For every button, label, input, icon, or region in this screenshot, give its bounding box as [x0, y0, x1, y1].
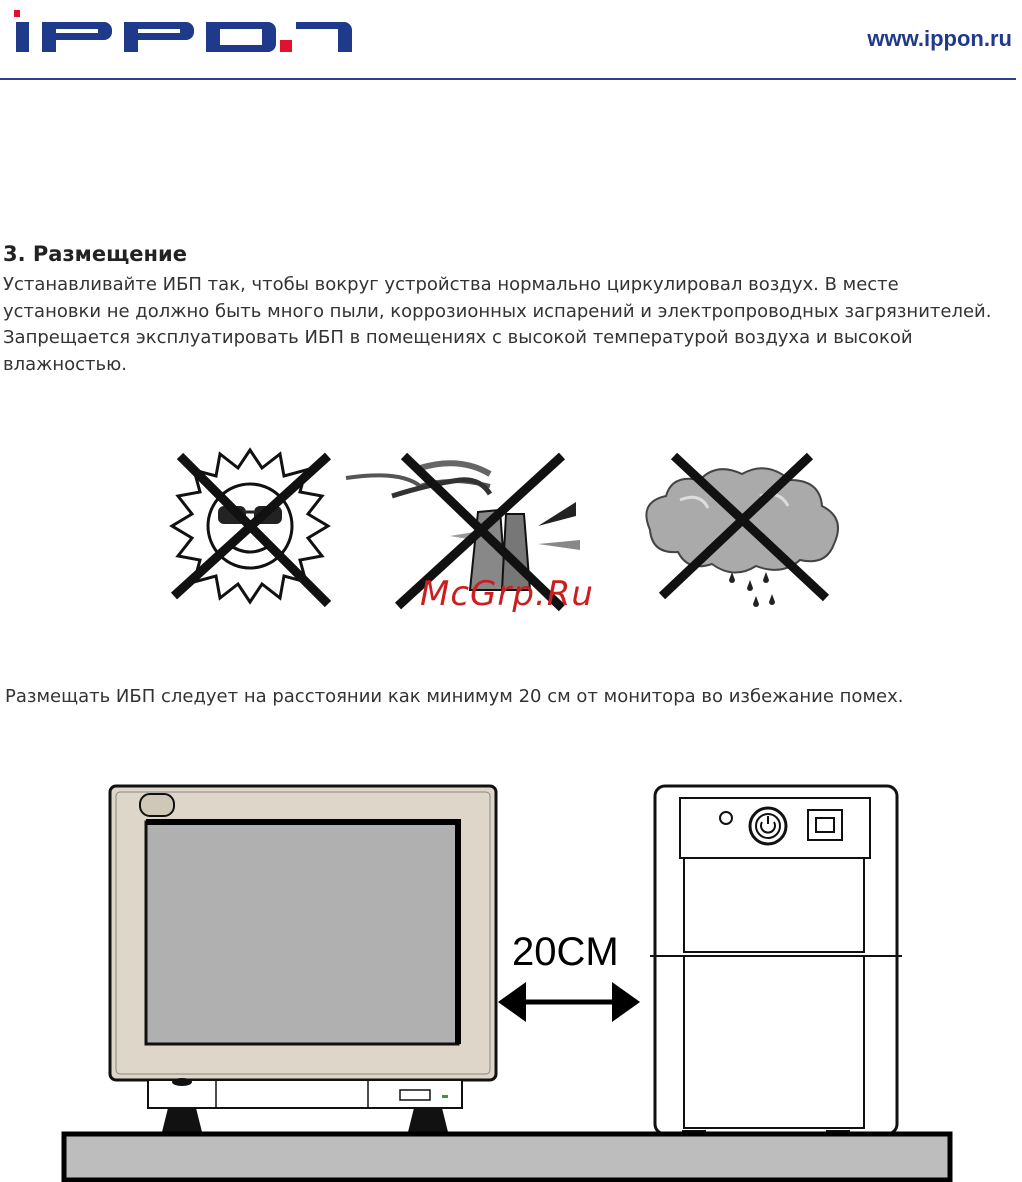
rain-cloud-prohibited-icon: [646, 456, 838, 607]
header-divider: [0, 78, 1016, 80]
placement-diagram: [60, 780, 955, 1182]
paragraph-line: влажностью.: [3, 353, 128, 375]
placement-paragraph: [3, 272, 1019, 378]
section-heading: 3. Размещение: [3, 242, 187, 266]
ippon-logo: [12, 10, 352, 54]
distance-note: Размещать ИБП следует на расстоянии как минимум 20 см от монитора во избежание помех.: [5, 686, 904, 707]
paragraph-line: установки не должно быть много пыли, коррозионных испарений и электропроводных загрязнителей.: [3, 300, 992, 322]
monitor-drawing: [110, 786, 496, 1132]
website-url[interactable]: www.ippon.ru: [867, 26, 1012, 51]
watermark-text: McGrp.Ru: [420, 574, 594, 614]
paragraph-line: Устанавливайте ИБП так, чтобы вокруг устройства нормально циркулировал воздух. В месте: [3, 274, 899, 295]
sun-prohibited-icon: [172, 450, 328, 604]
distance-arrow: [498, 982, 640, 1022]
paragraph-line: Запрещается эксплуатировать ИБП в помещениях с высокой температурой воздуха и высокой: [3, 327, 913, 348]
ups-drawing: [650, 786, 902, 1136]
distance-label: 20CM: [512, 930, 619, 974]
table-surface: [64, 1134, 950, 1180]
